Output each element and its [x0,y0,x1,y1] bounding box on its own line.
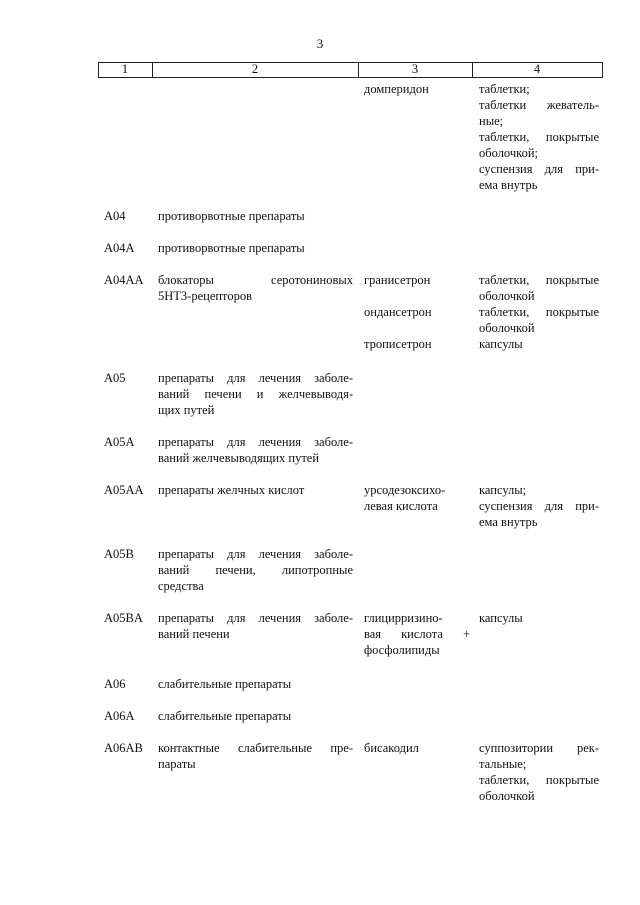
group-name-line: блокаторы серотониновых [158,273,353,287]
group-name-line: слабительные препараты [158,677,292,691]
group-name-line: препараты желчных кислот [158,483,305,497]
header-col-4: 4 [533,62,541,76]
dosage-form-line: тальные; [479,757,527,771]
substance-line: домперидон [364,82,429,96]
substance [364,482,470,514]
group-name [158,272,353,304]
group-name-line: контактные слабительные пре- [158,741,353,755]
page-number: 3 [316,36,324,51]
substance [364,336,470,352]
group-name-line: противорвотные препараты [158,209,305,223]
group-name [158,240,353,256]
group-name-line: щих путей [158,403,215,417]
substance-line: левая кислота [364,499,438,513]
dosage-form [479,772,599,804]
substance-line: ондансетрон [364,305,432,319]
dosage-form-line: суппозитории рек- [479,741,599,755]
atc-code: A06 [104,677,126,691]
substance-line: урсодезоксихо- [364,483,446,497]
substance-cell [364,81,470,97]
dosage-form-line: ема внутрь [479,515,538,529]
header-col-3: 3 [411,62,419,76]
dosage-form-line: оболочкой [479,321,535,335]
group-name-line: препараты для лечения заболе- [158,547,353,561]
dosage-form-line: таблетки; [479,82,530,96]
dosage-form-line: ные; [479,114,504,128]
dosage-form-line: суспензия для при- [479,499,599,513]
substance [364,272,470,288]
dosage-form-line: оболочкой; [479,146,538,160]
dosage-form [479,161,599,193]
header-col-2: 2 [251,62,259,76]
header-col-1: 1 [121,62,129,76]
group-name-line: препараты для лечения заболе- [158,371,353,385]
substance [364,81,470,97]
group-name-line: средства [158,579,204,593]
atc-code: A05A [104,435,135,449]
dosage-form-line: суспензия для при- [479,162,599,176]
atc-code: A05AA [104,483,144,497]
group-name-line: ваний желчевыводящих путей [158,451,320,465]
dosage-form [479,304,599,336]
group-name-line: препараты для лечения заболе- [158,611,353,625]
atc-code: A05B [104,547,134,561]
group-name [158,740,353,772]
atc-code: A05 [104,371,126,385]
group-name [158,676,353,692]
header-divider [602,62,603,77]
substance-cell [364,482,470,514]
dosage-form-line: капсулы [479,337,523,351]
group-name [158,208,353,224]
dosage-form-line: таблетки, покрытые [479,773,599,787]
atc-code: A04A [104,241,135,255]
group-name [158,546,353,594]
dosage-form-line: таблетки, покрытые [479,130,599,144]
dosage-form [479,610,599,626]
atc-code: A04AA [104,273,144,287]
group-name-line: противорвотные препараты [158,241,305,255]
group-name-line: препараты для лечения заболе- [158,435,353,449]
dosage-form-line: ема внутрь [479,178,538,192]
dosage-form-line: капсулы [479,611,523,625]
dosage-form-line: оболочкой [479,289,535,303]
substance-line: глицирризино- [364,611,443,625]
table-header [98,62,603,77]
group-name [158,434,353,466]
dosage-form [479,482,599,498]
group-name-line: ваний печени и желчевыводя- [158,387,353,401]
atc-code: A06A [104,709,135,723]
dosage-form [479,81,599,97]
group-name [158,370,353,418]
dosage-form-line: оболочкой [479,789,535,803]
atc-code: A04 [104,209,126,223]
group-name [158,708,353,724]
dosage-form-line: таблетки, покрытые [479,305,599,319]
substance-line: гранисетрон [364,273,431,287]
dosage-form [479,129,599,161]
group-name-line: ваний печени [158,627,230,641]
dosage-form-line: капсулы; [479,483,527,497]
group-name [158,482,353,498]
atc-code: A06AB [104,741,143,755]
substance-cell [364,610,470,658]
dosage-form [479,272,599,304]
dosage-form-cell [479,610,599,626]
dosage-form-line: таблетки, покрытые [479,273,599,287]
substance-cell [364,740,470,756]
group-name [158,610,353,642]
header-bottom-rule [98,77,603,78]
dosage-form [479,336,599,352]
substance-line: бисакодил [364,741,419,755]
substance [364,740,470,756]
group-name-line: 5HT3-рецепторов [158,289,253,303]
group-name-line: ваний печени, липотропные [158,563,353,577]
substance [364,304,470,320]
substance-line: трописетрон [364,337,432,351]
substance [364,610,470,658]
dosage-form [479,97,599,129]
dosage-form-line: таблетки жеватель- [479,98,599,112]
substance-line: вая кислота + [364,627,470,641]
group-name-line: слабительные препараты [158,709,292,723]
atc-code: A05BA [104,611,143,625]
dosage-form [479,740,599,772]
group-name-line: параты [158,757,196,771]
dosage-form [479,498,599,530]
substance-line: фосфолипиды [364,643,440,657]
